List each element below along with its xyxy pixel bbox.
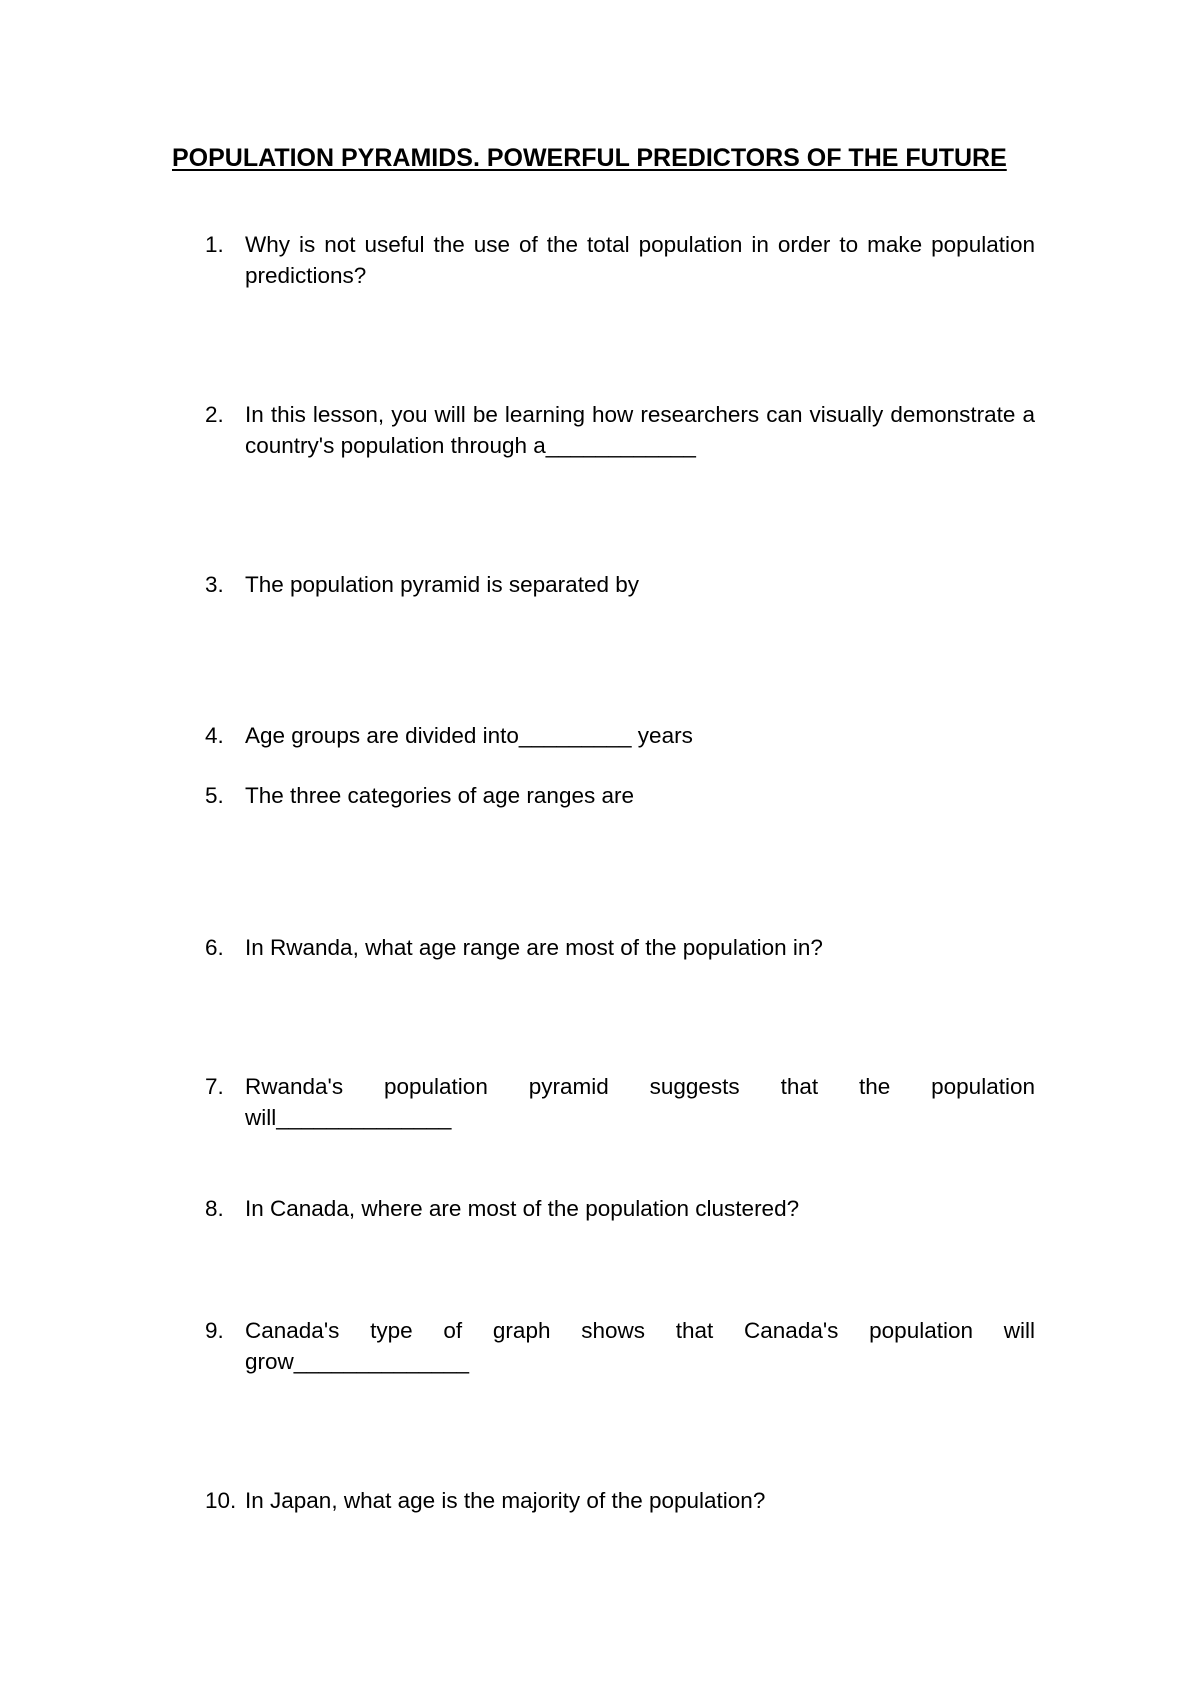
question-text: The population pyramid is separated by (245, 572, 639, 597)
question-text: The three categories of age ranges are (245, 783, 634, 808)
question-6 (205, 932, 1035, 963)
question-9 (205, 1315, 1035, 1377)
question-text: Canada's type of graph shows that Canada's population will (245, 1318, 1035, 1343)
question-text: Why is not useful the use of the total population in order to make population predictions? (245, 232, 1035, 288)
question-number: 1. (205, 232, 224, 257)
question-4 (205, 720, 1035, 751)
question-text: In this lesson, you will be learning how researchers can visually demonstrate a country's population through a____________ (245, 402, 1035, 458)
question-number: 7. (205, 1074, 224, 1099)
question-5 (205, 780, 1035, 811)
question-number: 2. (205, 402, 224, 427)
question-number: 3. (205, 572, 224, 597)
question-number: 10. (205, 1488, 237, 1513)
question-text-continued: will______________ (245, 1105, 452, 1130)
question-2 (205, 399, 1035, 461)
question-8 (205, 1193, 1035, 1224)
question-number: 5. (205, 783, 224, 808)
question-1 (205, 229, 1035, 291)
question-10 (205, 1485, 1035, 1516)
question-text: In Canada, where are most of the population clustered? (245, 1196, 800, 1221)
question-text-continued: grow______________ (245, 1349, 469, 1374)
question-3 (205, 569, 1035, 600)
question-text: In Rwanda, what age range are most of the population in? (245, 935, 823, 960)
question-number: 9. (205, 1318, 224, 1343)
question-number: 4. (205, 723, 224, 748)
question-text: In Japan, what age is the majority of the population? (245, 1488, 766, 1513)
question-number: 6. (205, 935, 224, 960)
question-text: Rwanda's population pyramid suggests that the population (245, 1074, 1035, 1099)
question-text: Age groups are divided into_________ years (245, 723, 693, 748)
question-number: 8. (205, 1196, 224, 1221)
question-7 (205, 1071, 1035, 1133)
worksheet-title: POPULATION PYRAMIDS. POWERFUL PREDICTORS OF THE FUTURE (172, 144, 1007, 172)
